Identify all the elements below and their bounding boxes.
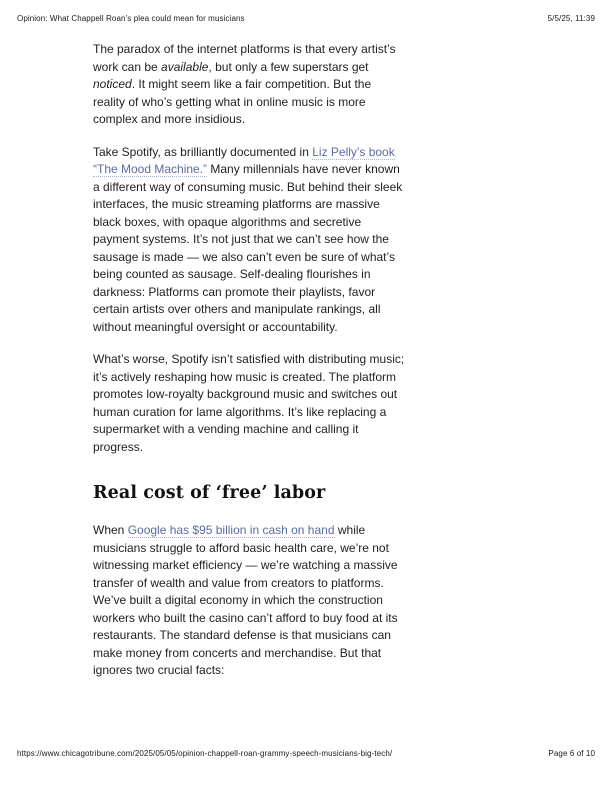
emphasized-text: noticed [93, 77, 132, 91]
paragraph-text: Take Spotify, as brilliantly documented in [93, 144, 313, 159]
paragraph-text: while musicians struggle to afford basic health care, we’re not witnessing market efficiency — we’re watching a massive transfer of wealth and value from creators to platforms. We’ve built a digital economy in which the construction workers who built the casino can’t afford to buy food at its restaurants. The standard defense is that musicians can make money from concerts and merchandise. But that ignores two crucial facts: [93, 523, 398, 677]
paragraph-text: . It might seem like a fair competition. But the reality of who’s getting what in online music is more complex and more insidious. [93, 77, 372, 126]
print-datetime: 5/5/25, 11:39 [547, 14, 595, 23]
paragraph-text: When [93, 523, 128, 537]
print-footer [17, 749, 595, 758]
emphasized-text: available [161, 59, 209, 74]
paragraph-text: What’s worse, Spotify isn’t satisfied with distributing music; it’s actively reshaping how music is created. The platform promotes low-royalty background music and switches out human curation for lame algorithms. It’s like replacing a supermarket with a vending machine and calling it progress. [93, 352, 405, 454]
paragraph-text: Many millennials have never known a different way of consuming music. But behind their sleek interfaces, the music streaming platforms are massive black boxes, with opaque algorithms and secretive payment systems. It’s not just that we can’t see how the sausage is made — we also can’t even be sure of what’s being counted as sausage. Self-dealing flourishes in darkness: Platforms can promote their playlists, favor certain artists over others and manipulate rankings, all without meaningful oversight or accountability. [93, 162, 403, 334]
google-cash-link[interactable]: Google has $95 billion in cash on hand [127, 523, 335, 537]
article-body [93, 41, 405, 695]
print-header [17, 14, 595, 23]
document-title: Opinion: What Chappell Roan’s plea could mean for musicians [17, 14, 245, 23]
paragraph-text: , but only a few superstars get [208, 59, 369, 74]
page-number: Page 6 of 10 [548, 749, 595, 758]
paragraph-internet-paradox [93, 41, 405, 129]
paragraph-google-cash [93, 522, 405, 680]
paragraph-spotify-black-boxes [93, 144, 405, 337]
liz-pelly-book-link[interactable]: Liz Pelly’s book “The Mood Machine.” [93, 144, 395, 176]
paragraph-text: The paradox of the internet platforms is that every artist’s work can be [93, 42, 396, 74]
paragraph-spotify-reshaping [93, 351, 405, 456]
source-url: https://www.chicagotribune.com/2025/05/05/opinion-chappell-roan-grammy-speech-musicians-big-tech/ [17, 749, 393, 758]
section-heading: Real cost of ‘free’ labor [93, 483, 326, 503]
